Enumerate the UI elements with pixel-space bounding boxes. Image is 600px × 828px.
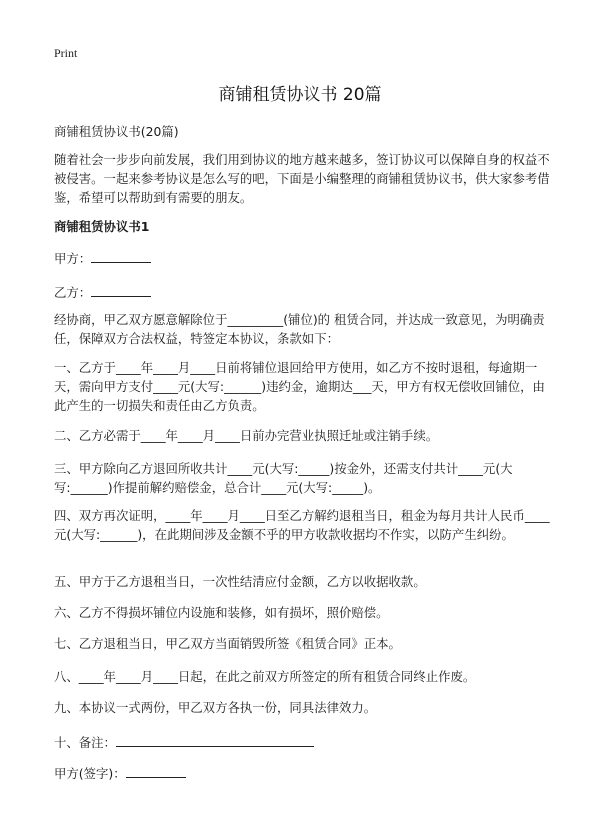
clause-7: 七、乙方退租当日，甲乙双方当面销毁所签《租赁合同》正本。 xyxy=(54,636,401,651)
clause-4: 四、双方再次证明，____年____月____日至乙方解约退租当日，租金为每月共计人民币____元(大写:______)，在此期间涉及金额不乎的甲方收款收据均不作实，以防产生纠纷。 xyxy=(54,508,550,542)
clause-2: 二、乙方必需于____年____月____日前办完营业执照迁址或注销手续。 xyxy=(54,428,439,443)
remarks-line xyxy=(54,733,554,752)
remarks-blank xyxy=(116,733,314,747)
intro-paragraph: 随着社会一步步向前发展，我们用到协议的地方越来越多，签订协议可以保障自身的权益不被侵害。一起来参考协议是怎么写的吧，下面是小编整理的商铺租赁协议书，供大家参考借鉴，希望可以帮助到有需要的朋友。 xyxy=(54,152,550,205)
signature-blank xyxy=(126,764,186,778)
section-heading: 商铺租赁协议书1 xyxy=(54,219,150,234)
page-title: 商铺租赁协议书 20篇 xyxy=(218,85,382,105)
party-b-label: 乙方： xyxy=(54,285,92,300)
document-subtitle: 商铺租赁协议书(20篇) xyxy=(54,124,179,139)
party-b-blank xyxy=(91,283,151,297)
clause-6: 六、乙方不得损坏铺位内设施和装修，如有损坏，照价赔偿。 xyxy=(54,605,389,620)
clause-9: 九、本协议一式两份，甲乙双方各执一份，同具法律效力。 xyxy=(54,700,377,715)
preamble-paragraph: 经协商，甲乙双方愿意解除位于_________(铺位)的 租赁合同，并达成一致意见，为明确责任，保障双方合法权益，特签定本协议，条款如下： xyxy=(54,312,545,346)
clause-3: 三、甲方除向乙方退回所收共计____元(大写:_____)按金外，还需支付共计____元(大写:______)作提前解约赔偿金，总合计____元(大写:_____)。 xyxy=(54,461,513,495)
clause-8: 八、____年____月____日起，在此之前双方所签定的所有租赁合同终止作废。 xyxy=(54,669,476,684)
remarks-label: 十、备注： xyxy=(54,735,116,750)
clause-1: 一、乙方于____年____月____日前将铺位退回给甲方使用，如乙方不按时退租，每逾期一天，需向甲方支付____元(大写:______)违约金，逾期达___天，甲方有权无偿收回铺位，由此产生的一切损失和责任由乙方负责。 xyxy=(54,360,545,413)
party-a-label: 甲方： xyxy=(54,251,92,266)
signature-label: 甲方(签字)： xyxy=(54,766,126,781)
clause-5: 五、甲方于乙方退租当日，一次性结清应付金额，乙方以收据收款。 xyxy=(54,574,426,589)
party-b-line xyxy=(54,283,554,302)
party-a-line xyxy=(54,249,554,268)
print-link[interactable]: Print xyxy=(54,46,78,60)
signature-line xyxy=(54,764,554,783)
party-a-blank xyxy=(91,249,151,263)
